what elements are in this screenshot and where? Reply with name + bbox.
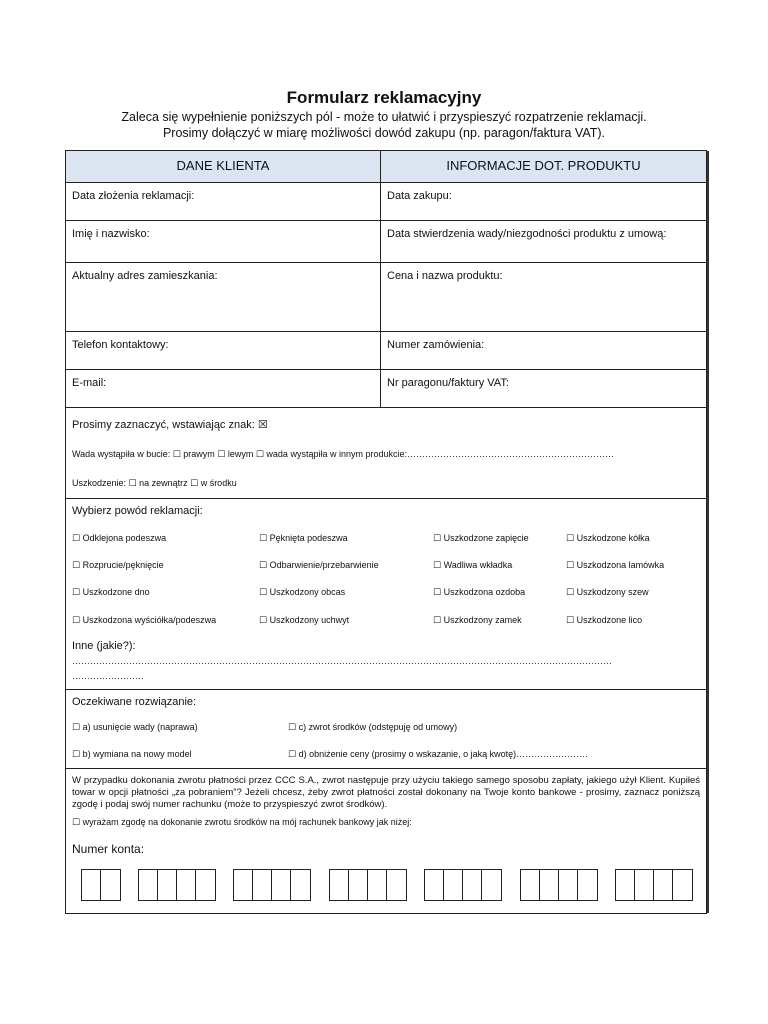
- email-field[interactable]: E-mail:: [66, 370, 381, 407]
- field-row: [66, 332, 706, 370]
- solution-title: Oczekiwane rozwiązanie:: [72, 696, 197, 708]
- complaint-date-field[interactable]: Data złożenia reklamacji:: [66, 183, 381, 220]
- address-field[interactable]: Aktualny adres zamieszkania:: [66, 263, 381, 331]
- defect-date-field[interactable]: Data stwierdzenia wady/niezgodności produktu z umową:: [387, 228, 667, 240]
- account-digit-group[interactable]: [138, 869, 216, 901]
- reason-checkbox[interactable]: ☐ Uszkodzona ozdoba: [433, 587, 526, 597]
- form-subtitle: [0, 109, 768, 141]
- reason-checkbox[interactable]: ☐ Uszkodzony zamek: [433, 615, 522, 625]
- reason-checkbox[interactable]: ☐ Rozpruciе/pęknięcie: [72, 560, 164, 570]
- defect-shoe-options[interactable]: Wada wystąpiła w bucie: ☐ prawym ☐ lewym ☐ wada wystąpiła w innym produkcie:……………………………………………………………: [72, 449, 614, 459]
- reason-checkbox[interactable]: ☐ Uszkodzone lico: [566, 615, 643, 625]
- account-digit-group[interactable]: [424, 869, 502, 901]
- reason-checkbox[interactable]: ☐ Uszkodzone zapięcie: [433, 533, 529, 543]
- account-digit-group[interactable]: [329, 869, 407, 901]
- full-name-field[interactable]: Imię i nazwisko:: [66, 221, 381, 262]
- order-number-field[interactable]: Numer zamówienia:: [387, 339, 485, 351]
- price-product-field[interactable]: Cena i nazwa produktu:: [387, 270, 503, 282]
- solution-exchange-checkbox[interactable]: ☐ b) wymiana na nowy model: [72, 749, 192, 759]
- solution-price-reduction-checkbox[interactable]: ☐ d) obniżenie ceny (prosimy o wskazanie, o jaką kwotę)……………………: [288, 749, 589, 759]
- account-digit-group[interactable]: [233, 869, 311, 901]
- field-row: [66, 221, 706, 263]
- damage-options[interactable]: Uszkodzenie: ☐ na zewnątrz ☐ w środku: [72, 478, 237, 488]
- defect-location-section: [66, 408, 706, 499]
- phone-field[interactable]: Telefon kontaktowy:: [66, 332, 381, 369]
- consent-checkbox[interactable]: ☐ wyrażam zgodę na dokonanie zwrotu środków na mój rachunek bankowy jak niżej:: [72, 817, 412, 827]
- reason-checkbox[interactable]: ☐ Uszkodzone dno: [72, 587, 150, 597]
- reason-checkbox[interactable]: ☐ Uszkodzona lamówka: [566, 560, 665, 570]
- field-row: [66, 370, 706, 408]
- subtitle-line-2: Prosimy dołączyć w miarę możliwości dowód zakupu (np. paragon/faktura VAT).: [162, 126, 606, 140]
- solution-repair-checkbox[interactable]: ☐ a) usunięcie wady (naprawa): [72, 722, 198, 732]
- header-row: [66, 151, 706, 183]
- solution-refund-checkbox[interactable]: ☐ c) zwrot środków (odstępuję od umowy): [288, 722, 458, 732]
- reason-checkbox[interactable]: ☐ Uszkodzony obcas: [259, 587, 346, 597]
- header-product-info: INFORMACJE DOT. PRODUKTU: [446, 158, 641, 173]
- reason-checkbox[interactable]: ☐ Uszkodzone kółka: [566, 533, 650, 543]
- account-digit-group[interactable]: [615, 869, 693, 901]
- reason-checkbox[interactable]: ☐ Wadliwa wkładka: [433, 560, 513, 570]
- account-digit-group[interactable]: [520, 869, 598, 901]
- reason-checkbox[interactable]: ☐ Uszkodzony szew: [566, 587, 649, 597]
- purchase-date-field[interactable]: Data zakupu:: [387, 190, 452, 202]
- reason-checkbox[interactable]: ☐ Uszkodzony uchwyt: [259, 615, 350, 625]
- receipt-number-field[interactable]: Nr paragonu/faktury VAT:: [387, 377, 509, 389]
- subtitle-line-1: Zaleca się wypełnienie poniższych pól - może to ułatwić i przyspieszyć rozpatrzenie reklamacji.: [121, 110, 647, 124]
- complaint-form: [65, 150, 707, 914]
- other-reason-label: Inne (jakie?):: [72, 640, 136, 652]
- account-digit-group[interactable]: [81, 869, 121, 901]
- reason-title: Wybierz powód reklamacji:: [72, 505, 203, 517]
- reason-checkbox[interactable]: ☐ Odklejona podeszwa: [72, 533, 167, 543]
- expected-solution-section: [66, 690, 706, 769]
- other-reason-input-line[interactable]: ……………………: [72, 671, 144, 681]
- other-reason-input-line[interactable]: ………………………………………………………………………………………………………………………………………………………………: [72, 656, 612, 666]
- complaint-reason-section: [66, 499, 706, 690]
- reason-checkbox[interactable]: ☐ Uszkodzona wyściółka/podeszwa: [72, 615, 217, 625]
- account-number-label: Numer konta:: [72, 842, 145, 856]
- field-row: [66, 263, 706, 332]
- mark-instruction: Prosimy zaznaczyć, wstawiając znak: ☒: [72, 419, 268, 431]
- refund-paragraph: W przypadku dokonania zwrotu płatności przez CCC S.A., zwrot następuje przy użyciu takiego samego sposobu zapłaty, jakiego użył Klient. Kupiłeś towar w opcji płatności „za pobraniem”? Jeżeli chcesz, żeby zwrot płatności został dokonany na Twoje konto bankowe - prosimy, zaznacz poniższą zgodę i podaj swój numer rachunku (może to przyspieszyć zwrot środków).: [72, 775, 700, 810]
- header-customer-data: DANE KLIENTA: [66, 151, 381, 182]
- reason-checkbox[interactable]: ☐ Odbarwienie/przebarwienie: [259, 560, 379, 570]
- form-title: Formularz reklamacyjny: [286, 88, 482, 107]
- field-row: [66, 183, 706, 221]
- reason-checkbox[interactable]: ☐ Pęknięta podeszwa: [259, 533, 348, 543]
